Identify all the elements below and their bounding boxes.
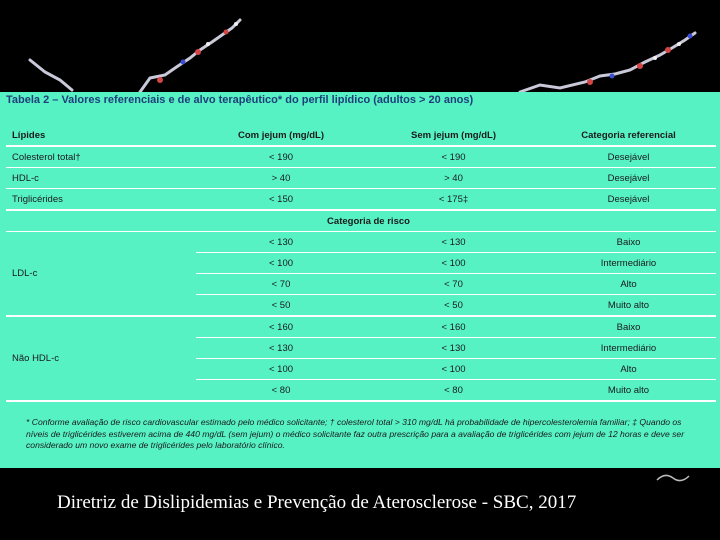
table-title-text: Valores referenciais e de alvo terapêutico* do perfil lipídico (adultos > 20 anos) <box>61 94 474 106</box>
header-categoria: Categoria referencial <box>541 125 716 146</box>
nao-hdl-label: Não HDL-c <box>6 316 196 401</box>
lipide-label: Colesterol total† <box>6 146 196 168</box>
table-row <box>6 189 716 211</box>
com-jejum-value: < 100 <box>196 359 366 380</box>
com-jejum-value: > 40 <box>196 168 366 189</box>
sem-jejum-value: < 50 <box>366 295 541 317</box>
table-row <box>6 316 716 338</box>
categoria-value: Baixo <box>541 232 716 253</box>
lipide-label: Triglicérides <box>6 189 196 211</box>
categoria-value: Muito alto <box>541 380 716 402</box>
sem-jejum-value: < 70 <box>366 274 541 295</box>
com-jejum-value: < 130 <box>196 338 366 359</box>
table-title <box>6 94 473 106</box>
header-com-jejum: Com jejum (mg/dL) <box>196 125 366 146</box>
sem-jejum-value: < 190 <box>366 146 541 168</box>
categoria-value: Alto <box>541 274 716 295</box>
categoria-value: Baixo <box>541 316 716 338</box>
categoria-value: Intermediário <box>541 253 716 274</box>
categoria-value: Desejável <box>541 189 716 211</box>
com-jejum-value: < 130 <box>196 232 366 253</box>
categoria-value: Muito alto <box>541 295 716 317</box>
com-jejum-value: < 160 <box>196 316 366 338</box>
lipide-label: HDL-c <box>6 168 196 189</box>
categoria-value: Alto <box>541 359 716 380</box>
com-jejum-value: < 80 <box>196 380 366 402</box>
table-row <box>6 168 716 189</box>
com-jejum-value: < 50 <box>196 295 366 317</box>
lipid-reference-table <box>6 125 716 402</box>
header-row <box>6 125 716 146</box>
com-jejum-value: < 100 <box>196 253 366 274</box>
categoria-value: Intermediário <box>541 338 716 359</box>
molecule-illustration <box>0 0 720 95</box>
com-jejum-value: < 70 <box>196 274 366 295</box>
com-jejum-value: < 150 <box>196 189 366 211</box>
sem-jejum-value: < 80 <box>366 380 541 402</box>
header-sem-jejum: Sem jejum (mg/dL) <box>366 125 541 146</box>
ldl-label: LDL-c <box>6 232 196 317</box>
sem-jejum-value: < 130 <box>366 338 541 359</box>
sem-jejum-value: < 100 <box>366 359 541 380</box>
categoria-value: Desejável <box>541 146 716 168</box>
com-jejum-value: < 190 <box>196 146 366 168</box>
table-number: Tabela 2 – <box>6 94 59 106</box>
decorative-mark <box>655 470 695 484</box>
risk-header-row <box>6 210 716 232</box>
header-lipides: Lípides <box>6 125 196 146</box>
source-caption: Diretriz de Dislipidemias e Prevenção de Aterosclerose - SBC, 2017 <box>57 492 577 513</box>
sem-jejum-value: < 100 <box>366 253 541 274</box>
risk-category-header: Categoria de risco <box>196 210 541 232</box>
table-row <box>6 146 716 168</box>
table-footnote: * Conforme avaliação de risco cardiovascular estimado pelo médico solicitante; † colesterol total > 310 mg/dL há probabilidade de hipercolesterolemia familiar; ‡ Quando os níveis de triglicérides estiverem acima de 440 mg/dL (sem jejum) o médico solicitante faz outra prescrição para a avaliação de triglicérides com jejum de 12 horas e deve ser considerado um novo exame de triglicérides pelo laboratório clínico. <box>26 417 685 450</box>
table-row <box>6 232 716 253</box>
categoria-value: Desejável <box>541 168 716 189</box>
sem-jejum-value: < 130 <box>366 232 541 253</box>
sem-jejum-value: < 175‡ <box>366 189 541 211</box>
sem-jejum-value: > 40 <box>366 168 541 189</box>
sem-jejum-value: < 160 <box>366 316 541 338</box>
